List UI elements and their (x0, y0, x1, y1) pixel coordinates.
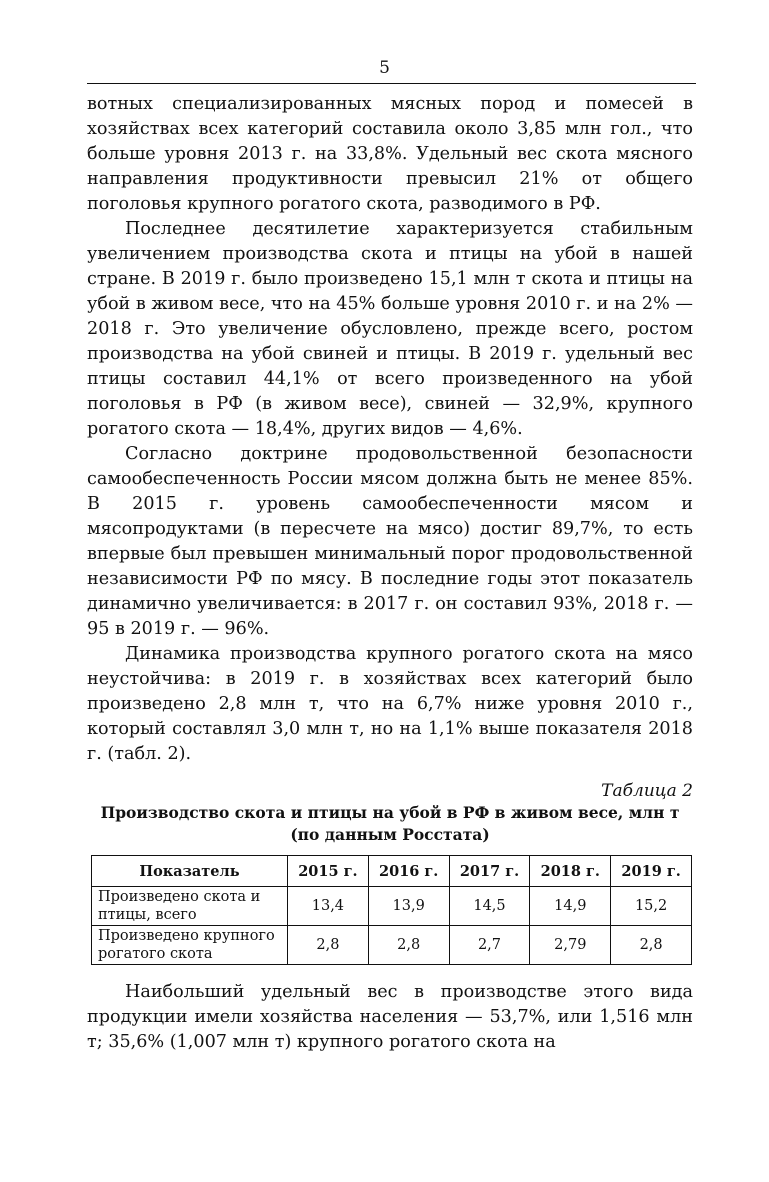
paragraph: Согласно доктрине продовольственной безопасности самообеспеченность России мясом должна быть не менее 85%. В 2015 г. уровень самообеспеченности мясом и мясопродуктами (в пересчете на мясо) достиг 89,7%, то есть впервые был превышен минимальный порог продовольственной независимости РФ по мясу. В последние годы этот показатель динамично увеличивается: в 2017 г. он составил 93%, 2018 г. — 95 в 2019 г. — 96%. (87, 444, 693, 639)
table-row (92, 926, 692, 965)
table-cell: 2,8 (611, 926, 692, 965)
table-header-row (92, 856, 692, 887)
table-cell: 13,4 (288, 887, 369, 926)
closing-text (87, 980, 693, 1055)
column-header: 2017 г. (449, 856, 530, 887)
table-cell: 14,9 (530, 887, 611, 926)
row-label: Произведено крупного рогатого скота (92, 926, 288, 965)
paragraph: Последнее десятилетие характеризуется стабильным увеличением производства скота и птицы на убой в нашей стране. В 2019 г. было произведено 15,1 млн т скота и птицы на убой в живом весе, что на 45% больше уровня 2010 г. и на 2% — 2018 г. Это увеличение обусловлено, прежде всего, ростом производства на убой свиней и птицы. В 2019 г. удельный вес птицы составил 44,1% от всего произведенного на убой поголовья в РФ (в живом весе), свиней — 32,9%, крупного рогатого скота — 18,4%, других видов — 4,6%. (87, 219, 693, 439)
column-header: 2018 г. (530, 856, 611, 887)
table-cell: 2,8 (288, 926, 369, 965)
table-caption (87, 780, 693, 846)
table-label: Таблица 2 (601, 781, 693, 801)
header-rule (87, 83, 696, 84)
column-header: 2015 г. (288, 856, 369, 887)
table-cell: 2,8 (368, 926, 449, 965)
column-header: Показатель (92, 856, 288, 887)
column-header: 2016 г. (368, 856, 449, 887)
row-label: Произведено скота и птицы, всего (92, 887, 288, 926)
paragraph: Динамика производства крупного рогатого скота на мясо неустойчива: в 2019 г. в хозяйствах всех категорий было произведено 2,8 млн т, что на 6,7% ниже уровня 2010 г., который составлял 3,0 млн т, но на 1,1% выше показателя 2018 г. (табл. 2). (87, 644, 693, 764)
main-text (87, 92, 693, 767)
table-cell: 15,2 (611, 887, 692, 926)
table-cell: 13,9 (368, 887, 449, 926)
table-cell: 2,7 (449, 926, 530, 965)
column-header: 2019 г. (611, 856, 692, 887)
table-row (92, 887, 692, 926)
data-table (91, 855, 692, 965)
paragraph-continued: вотных специализированных мясных пород и помесей в хозяйствах всех категорий составила около 3,85 млн гол., что больше уровня 2013 г. на 33,8%. Удельный вес скота мясного направления продуктивности превысил 21% от общего поголовья крупного рогатого скота, разводимого в РФ. (87, 94, 693, 214)
page-number: 5 (379, 58, 390, 78)
table-cell: 14,5 (449, 887, 530, 926)
paragraph: Наибольший удельный вес в производстве этого вида продукции имели хозяйства населения — 53,7%, или 1,516 млн т; 35,6% (1,007 млн т) крупного рогатого скота на (87, 982, 693, 1052)
table-subtitle: (по данным Росстата) (290, 825, 490, 844)
table-title: Производство скота и птицы на убой в РФ в живом весе, млн т (100, 803, 680, 822)
table-cell: 2,79 (530, 926, 611, 965)
